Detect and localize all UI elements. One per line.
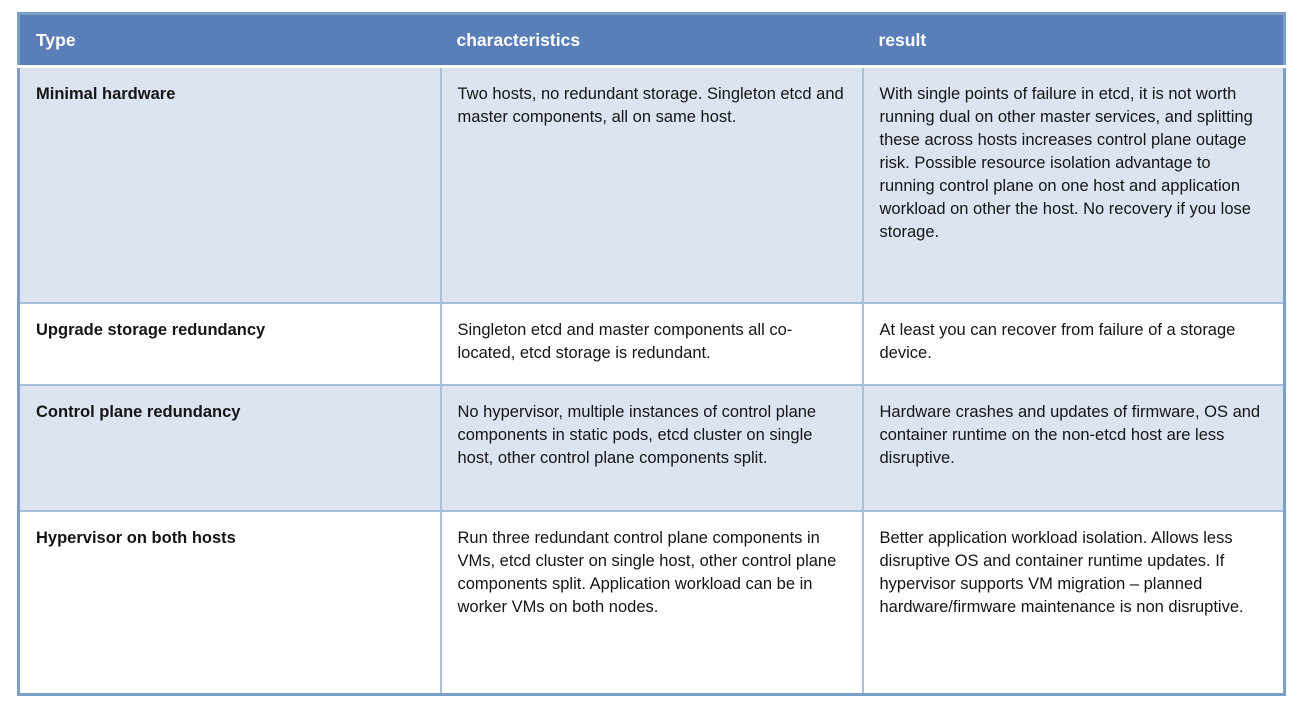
cell-result: Hardware crashes and updates of firmware, OS and container runtime on the non-etcd host are less disruptive.: [863, 385, 1285, 511]
cell-result: With single points of failure in etcd, it is not worth running dual on other master services, and splitting these across hosts increases control plane outage risk. Possible resource isolation advantage to running control plane on one host and application workload on other the host. No recovery if you lose storage.: [863, 67, 1285, 303]
cell-result: Better application workload isolation. Allows less disruptive OS and container runtime updates. If hypervisor supports VM migration – planned hardware/firmware maintenance is non disruptive.: [863, 511, 1285, 695]
table-row-control-plane-redundancy: [19, 385, 1285, 511]
cell-type: Hypervisor on both hosts: [19, 511, 441, 695]
column-header-characteristics: characteristics: [441, 14, 863, 67]
cell-characteristics: Run three redundant control plane components in VMs, etcd cluster on single host, other control plane components split. Application workload can be in worker VMs on both nodes.: [441, 511, 863, 695]
comparison-table: [17, 12, 1286, 696]
cell-type: Minimal hardware: [19, 67, 441, 303]
table-row-hypervisor-on-both-hosts: [19, 511, 1285, 695]
cell-type: Upgrade storage redundancy: [19, 303, 441, 385]
table-header-row: [19, 14, 1285, 67]
cell-characteristics: Two hosts, no redundant storage. Singleton etcd and master components, all on same host.: [441, 67, 863, 303]
column-header-type: Type: [19, 14, 441, 67]
cell-type: Control plane redundancy: [19, 385, 441, 511]
table-row-upgrade-storage-redundancy: [19, 303, 1285, 385]
table-row-minimal-hardware: [19, 67, 1285, 303]
cell-characteristics: No hypervisor, multiple instances of control plane components in static pods, etcd cluster on single host, other control plane components split.: [441, 385, 863, 511]
cell-characteristics: Singleton etcd and master components all co-located, etcd storage is redundant.: [441, 303, 863, 385]
column-header-result: result: [863, 14, 1285, 67]
cell-result: At least you can recover from failure of a storage device.: [863, 303, 1285, 385]
